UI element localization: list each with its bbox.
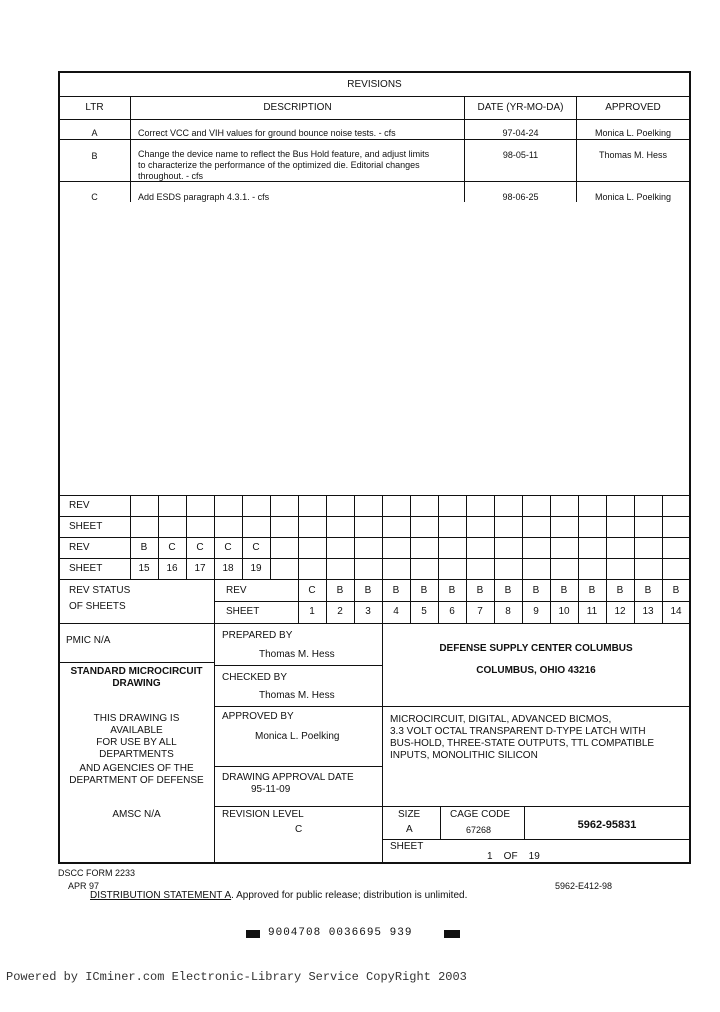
divider <box>382 839 690 840</box>
rev-status-rev-cell: B <box>392 585 400 596</box>
availability-line: FOR USE BY ALL <box>96 737 177 748</box>
divider <box>59 495 690 496</box>
divider <box>466 495 467 579</box>
revision-ltr: A <box>91 128 98 138</box>
divider <box>59 537 690 538</box>
divider <box>59 139 690 140</box>
divider <box>550 495 551 579</box>
grid-sheet-cell: 16 <box>166 563 178 574</box>
revision-description: throughout. - cfs <box>138 171 204 181</box>
revision-description: Add ESDS paragraph 4.3.1. - cfs <box>138 192 270 202</box>
rev-status-rev-cell: B <box>364 585 372 596</box>
revision-date: 97-04-24 <box>502 128 539 138</box>
divider <box>214 579 215 623</box>
rev-status-sheet-cell: 5 <box>421 606 427 617</box>
divider <box>59 579 690 580</box>
revision-level-label: REVISION LEVEL <box>222 809 304 820</box>
grid-sheet-cell: 17 <box>194 563 206 574</box>
revision-date: 98-06-25 <box>502 192 539 202</box>
revision-approver: Monica L. Poelking <box>594 128 672 138</box>
grid-label-sheet: SHEET <box>69 521 103 532</box>
rev-status-rev-cell: B <box>336 585 344 596</box>
grid-sheet-cell: 15 <box>138 563 150 574</box>
rev-status-label: REV STATUS <box>69 585 131 596</box>
prepared-by-label: PREPARED BY <box>222 630 293 641</box>
approval-date-value: 95-11-09 <box>251 784 291 795</box>
availability-line: THIS DRAWING IS <box>93 713 180 724</box>
cage-code-label: CAGE CODE <box>450 809 511 820</box>
rev-status-rev-cell: B <box>504 585 512 596</box>
col-header-date: DATE (YR-MO-DA) <box>477 102 564 113</box>
form-code: 5962-E412-98 <box>555 881 613 891</box>
grid-label-rev: REV <box>69 500 90 511</box>
availability-line: DEPARTMENTS <box>99 749 174 760</box>
drawing-title-line: INPUTS, MONOLITHIC SILICON <box>390 750 538 761</box>
cage-code-value: 67268 <box>466 825 492 835</box>
divider <box>59 96 690 97</box>
divider <box>214 806 690 807</box>
rev-status-sheet-cell: 9 <box>533 606 539 617</box>
amsc-label: AMSC N/A <box>112 809 161 820</box>
col-header-description: DESCRIPTION <box>263 102 332 113</box>
rev-status-rev-label: REV <box>226 585 247 596</box>
standard-drawing-title: STANDARD MICROCIRCUIT <box>70 666 203 677</box>
rev-status-rev-cell: B <box>420 585 428 596</box>
divider <box>578 495 579 579</box>
grid-rev-cell: B <box>140 542 148 553</box>
prepared-by-value: Thomas M. Hess <box>259 649 335 660</box>
divider <box>438 495 439 579</box>
of-sheets-label: OF SHEETS <box>69 601 126 612</box>
revision-ltr: B <box>91 151 98 161</box>
rev-status-sheet-cell: 11 <box>586 606 598 617</box>
agency-name: DEFENSE SUPPLY CENTER COLUMBUS <box>439 643 633 654</box>
rev-status-rev-cell: B <box>448 585 456 596</box>
barcode-mark-right <box>444 930 460 938</box>
divider <box>522 495 523 579</box>
rev-status-sheet-cell: 13 <box>642 606 654 617</box>
sheet-of-value: 1 OF 19 <box>487 851 540 862</box>
availability-line: AVAILABLE <box>110 725 163 736</box>
rev-status-rev-cell: B <box>588 585 596 596</box>
rev-status-sheet-cell: 8 <box>505 606 511 617</box>
rev-status-sheet-cell: 2 <box>337 606 343 617</box>
grid-sheet-cell: 19 <box>250 563 262 574</box>
divider <box>298 495 299 579</box>
divider <box>59 516 690 517</box>
revision-approver: Thomas M. Hess <box>598 150 667 160</box>
availability-line: AND AGENCIES OF THE <box>79 763 194 774</box>
revision-date: 98-05-11 <box>502 150 539 160</box>
col-header-ltr: LTR <box>85 102 104 113</box>
divider <box>59 119 690 120</box>
grid-rev-cell: C <box>252 542 260 553</box>
revision-description: Correct VCC and VIH values for ground bounce noise tests. - cfs <box>138 128 396 138</box>
checked-by-label: CHECKED BY <box>222 672 288 683</box>
size-label: SIZE <box>398 809 421 820</box>
rev-status-sheet-cell: 4 <box>393 606 399 617</box>
barcode-mark-left <box>246 930 260 938</box>
col-header-approved: APPROVED <box>605 102 661 113</box>
rev-status-sheet-cell: 14 <box>670 606 682 617</box>
rev-status-sheet-cell: 3 <box>365 606 371 617</box>
divider <box>214 601 690 602</box>
rev-status-sheet-label: SHEET <box>226 606 260 617</box>
divider <box>410 495 411 579</box>
rev-status-sheet-cell: 10 <box>558 606 570 617</box>
divider <box>494 495 495 579</box>
divider <box>214 766 382 767</box>
distribution-heading: DISTRIBUTION STATEMENT A <box>90 890 232 901</box>
divider <box>130 96 131 202</box>
grid-label-sheet: SHEET <box>69 563 103 574</box>
standard-drawing-title: DRAWING <box>112 678 161 689</box>
frame-bottom <box>58 862 691 864</box>
availability-line: DEPARTMENT OF DEFENSE <box>69 775 204 786</box>
rev-status-rev-cell: B <box>560 585 568 596</box>
revision-ltr: C <box>91 192 98 202</box>
revision-approver: Monica L. Poelking <box>594 192 672 202</box>
watermark: Powered by ICminer.com Electronic-Library Service CopyRight 2003 <box>6 970 467 984</box>
frame-top <box>58 71 691 73</box>
rev-status-rev-cell: B <box>616 585 624 596</box>
divider <box>214 623 215 862</box>
pmic-label: PMIC N/A <box>66 635 111 646</box>
rev-status-sheet-cell: 12 <box>614 606 626 617</box>
barcode-text: 9004708 0036695 939 <box>268 927 413 939</box>
distribution-statement <box>90 890 467 902</box>
revision-level-value: C <box>295 824 303 835</box>
rev-status-sheet-cell: 6 <box>449 606 455 617</box>
divider <box>662 495 663 579</box>
frame-right <box>689 71 691 863</box>
divider <box>59 662 214 663</box>
divider <box>214 665 382 666</box>
drawing-title-line: BUS-HOLD, THREE-STATE OUTPUTS, TTL COMPATIBLE <box>390 738 655 749</box>
form-number: DSCC FORM 2233 <box>58 868 136 878</box>
grid-rev-cell: C <box>224 542 232 553</box>
divider <box>270 495 271 579</box>
rev-status-rev-cell: B <box>532 585 540 596</box>
drawing-title-line: MICROCIRCUIT, DIGITAL, ADVANCED BICMOS, <box>390 714 612 725</box>
form-date: APR 97 <box>68 881 100 891</box>
divider <box>606 495 607 579</box>
rev-status-rev-cell: B <box>672 585 680 596</box>
approval-date-label: DRAWING APPROVAL DATE <box>222 772 354 783</box>
divider <box>382 495 383 579</box>
revision-description: to characterize the performance of the optimized die. Editorial changes <box>138 160 420 170</box>
distribution-text: . Approved for public release; distribution is unlimited. <box>231 890 468 901</box>
rev-status-sheet-cell: 1 <box>309 606 315 617</box>
divider <box>59 558 690 559</box>
sheet-label: SHEET <box>390 841 424 852</box>
grid-rev-cell: C <box>168 542 176 553</box>
rev-status-rev-cell: B <box>644 585 652 596</box>
rev-status-sheet-cell: 7 <box>477 606 483 617</box>
drawing-number: 5962-95831 <box>577 819 637 831</box>
size-value: A <box>406 824 413 835</box>
divider <box>440 806 441 839</box>
divider <box>59 623 690 624</box>
grid-sheet-cell: 18 <box>222 563 234 574</box>
checked-by-value: Thomas M. Hess <box>259 690 335 701</box>
approved-by-value: Monica L. Poelking <box>255 731 340 742</box>
grid-rev-cell: C <box>196 542 204 553</box>
drawing-title-line: 3.3 VOLT OCTAL TRANSPARENT D-TYPE LATCH WITH <box>390 726 646 737</box>
rev-status-rev-cell: B <box>476 585 484 596</box>
divider <box>326 495 327 579</box>
rev-status-rev-cell: C <box>308 585 316 596</box>
agency-address: COLUMBUS, OHIO 43216 <box>476 665 596 676</box>
revision-description: Change the device name to reflect the Bus Hold feature, and adjust limits <box>138 149 430 159</box>
approved-by-label: APPROVED BY <box>222 711 294 722</box>
divider <box>634 495 635 579</box>
revisions-title: REVISIONS <box>347 79 402 90</box>
grid-label-rev: REV <box>69 542 90 553</box>
divider <box>354 495 355 579</box>
divider <box>214 706 690 707</box>
